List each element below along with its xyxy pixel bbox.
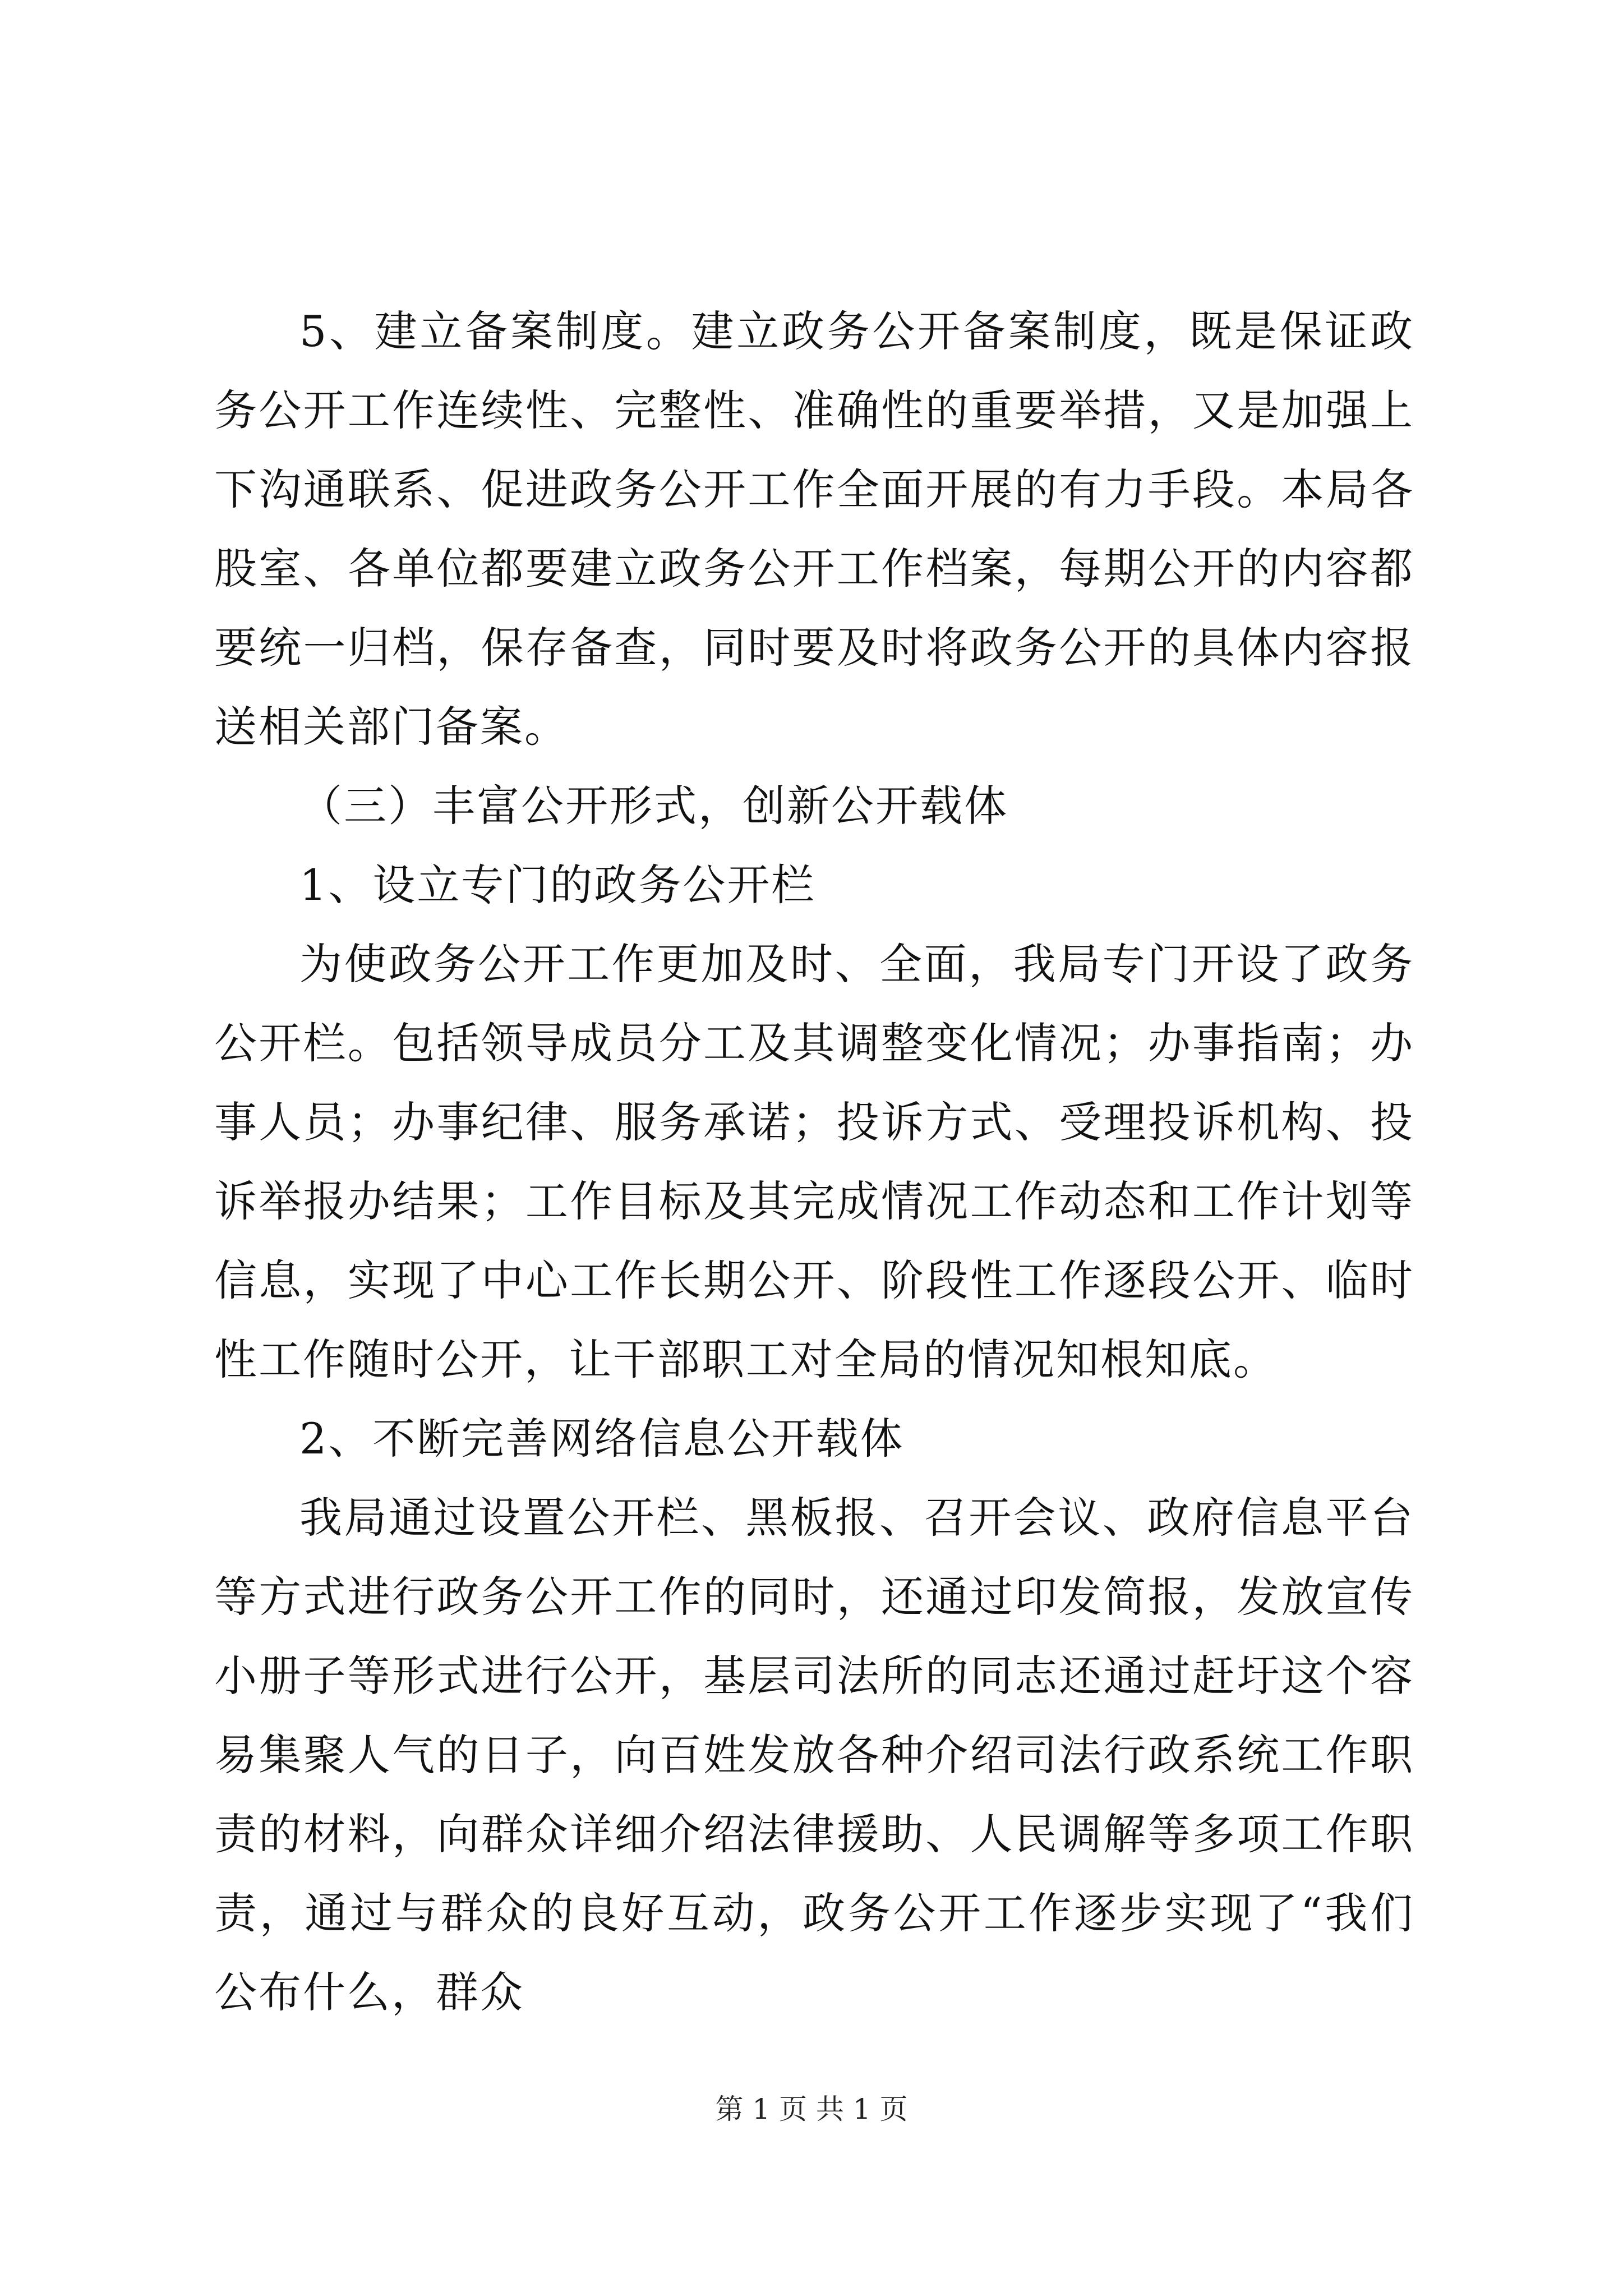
paragraph-filing-system: 5、建立备案制度。建立政务公开备案制度，既是保证政务公开工作连续性、完整性、准确性的重要举措，又是加强上下沟通联系、促进政务公开工作全面开展的有力手段。本局各股室、各单位都要建立政务公开工作档案，每期公开的内容都要统一归档，保存备查，同时要及时将政务公开的具体内容报送相关部门备案。 bbox=[214, 306, 1414, 752]
paragraph-disclosure-board: 为使政务公开工作更加及时、全面，我局专门开设了政务公开栏。包括领导成员分工及其调整变化情况；办事指南；办事人员；办事纪律、服务承诺；投诉方式、受理投诉机构、投诉举报办结果；工作目标及其完成情况工作动态和工作计划等信息，实现了中心工作长期公开、阶段性工作逐段公开、临时性工作随时公开，让干部职工对全局的情况知根知底。 bbox=[214, 939, 1414, 1384]
paragraph-network-disclosure: 我局通过设置公开栏、黑板报、召开会议、政府信息平台等方式进行政务公开工作的同时，还通过印发简报，发放宣传小册子等形式进行公开，基层司法所的同志还通过赶圩这个容易集聚人气的日子，向百姓发放各种介绍司法行政系统工作职责的材料，向群众详细介绍法律援助、人民调解等多项工作职责，通过与群众的良好互动，政务公开工作逐步实现了“我们公布什么，群众 bbox=[214, 1493, 1414, 2017]
subheading-disclosure-board: 1、设立专门的政务公开栏 bbox=[299, 860, 816, 910]
subheading-network-disclosure: 2、不断完善网络信息公开载体 bbox=[299, 1414, 905, 1464]
page-number-footer: 第 1 页 共 1 页 bbox=[715, 2093, 908, 2125]
document-body bbox=[214, 292, 1414, 2032]
section-heading-disclosure-forms: （三）丰富公开形式，创新公开载体 bbox=[299, 781, 1008, 831]
